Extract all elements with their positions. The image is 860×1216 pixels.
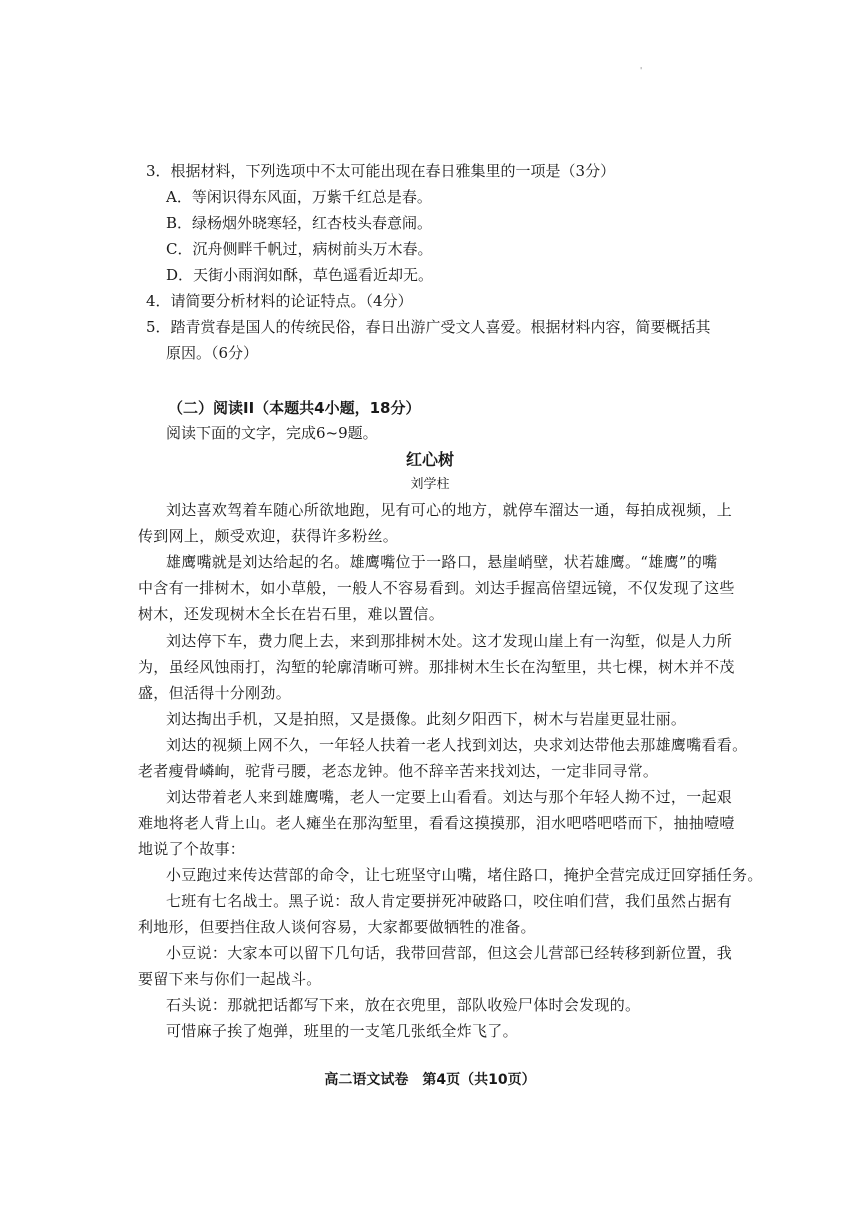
section-instruction: 阅读下面的文字，完成6~9题。 [166, 424, 378, 442]
article-line: 七班有七名战士。黑子说：敌人肯定要拼死冲破路口，咬住咱们营，我们虽然占据有 [166, 892, 733, 910]
question-3: 3．根据材料，下列选项中不太可能出现在春日雅集里的一项是（3分） [146, 162, 616, 180]
question-5-line-2: 原因。（6分） [166, 344, 259, 362]
article-line: 传到网上，颇受欢迎，获得许多粉丝。 [138, 527, 399, 545]
option-b: B．绿杨烟外晓寒轻，红杏枝头春意闹。 [166, 214, 433, 232]
question-5-line-1: 5．踏青赏春是国人的传统民俗，春日出游广受文人喜爱。根据材料内容，简要概括其 [146, 318, 711, 336]
article-line: 利地形，但要挡住敌人谈何容易，大家都要做牺牲的准备。 [138, 918, 536, 936]
article-line: 刘达停下车，费力爬上去，来到那排树木处。这才发现山崖上有一沟堑，似是人力所 [166, 632, 733, 650]
option-c: C．沉舟侧畔千帆过，病树前头万木春。 [166, 240, 433, 258]
article-line: 中含有一排树木，如小草般，一般人不容易看到。刘达手握高倍望远镜，不仅发现了这些 [138, 579, 735, 597]
article-line: 小豆跑过来传达营部的命令，让七班坚守山嘴，堵住路口，掩护全营完成迂回穿插任务。 [166, 866, 763, 884]
section-heading: （二）阅读II（本题共4小题，18分） [168, 399, 421, 417]
article-line: 地说了个故事： [138, 840, 246, 858]
article-line: 刘达的视频上网不久，一年轻人扶着一老人找到刘达，央求刘达带他去那雄鹰嘴看看。 [166, 736, 748, 754]
article-line: 老者瘦骨嶙峋，驼背弓腰，老态龙钟。他不辞辛苦来找刘达，一定非同寻常。 [138, 762, 659, 780]
article-line: 盛，但活得十分刚劲。 [138, 684, 292, 702]
article-line: 刘达带着老人来到雄鹰嘴，老人一定要上山看看。刘达与那个年轻人拗不过，一起艰 [166, 788, 733, 806]
article-line: 雄鹰嘴就是刘达给起的名。雄鹰嘴位于一路口，悬崖峭壁，状若雄鹰。“雄鹰”的嘴 [166, 553, 718, 571]
article-line: 为，虽经风蚀雨打，沟堑的轮廓清晰可辨。那排树木生长在沟堑里，共七棵，树木并不茂 [138, 658, 735, 676]
article-author: 刘学柱 [410, 477, 450, 492]
option-d: D．天街小雨润如酥，草色遥看近却无。 [166, 266, 434, 284]
article-line: 树木，还发现树木全长在岩石里，难以置信。 [138, 605, 445, 623]
article-line: 小豆说：大家本可以留下几句话，我带回营部，但这会儿营部已经转移到新位置，我 [166, 944, 733, 962]
article-line: 要留下来与你们一起战斗。 [138, 970, 322, 988]
article-line: 难地将老人背上山。老人瘫坐在那沟堑里，看看这摸摸那，泪水吧嗒吧嗒而下，抽抽噎噎 [138, 814, 735, 832]
page-mark: ' [640, 66, 643, 75]
article-line: 刘达喜欢驾着车随心所欲地跑，见有可心的地方，就停车溜达一通，每拍成视频，上 [166, 501, 733, 519]
page-footer: 高二语文试卷 第4页（共10页） [324, 1072, 536, 1088]
article-title: 红心树 [405, 450, 454, 469]
option-a: A．等闲识得东风面，万紫千红总是春。 [166, 188, 432, 206]
article-line: 石头说：那就把话都写下来，放在衣兜里，部队收殓尸体时会发现的。 [166, 996, 641, 1014]
article-line: 可惜麻子挨了炮弹，班里的一支笔几张纸全炸飞了。 [166, 1022, 518, 1040]
question-4: 4．请简要分析材料的论证特点。（4分） [146, 292, 413, 310]
article-line: 刘达掏出手机，又是拍照，又是摄像。此刻夕阳西下，树木与岩崖更显壮丽。 [166, 710, 687, 728]
